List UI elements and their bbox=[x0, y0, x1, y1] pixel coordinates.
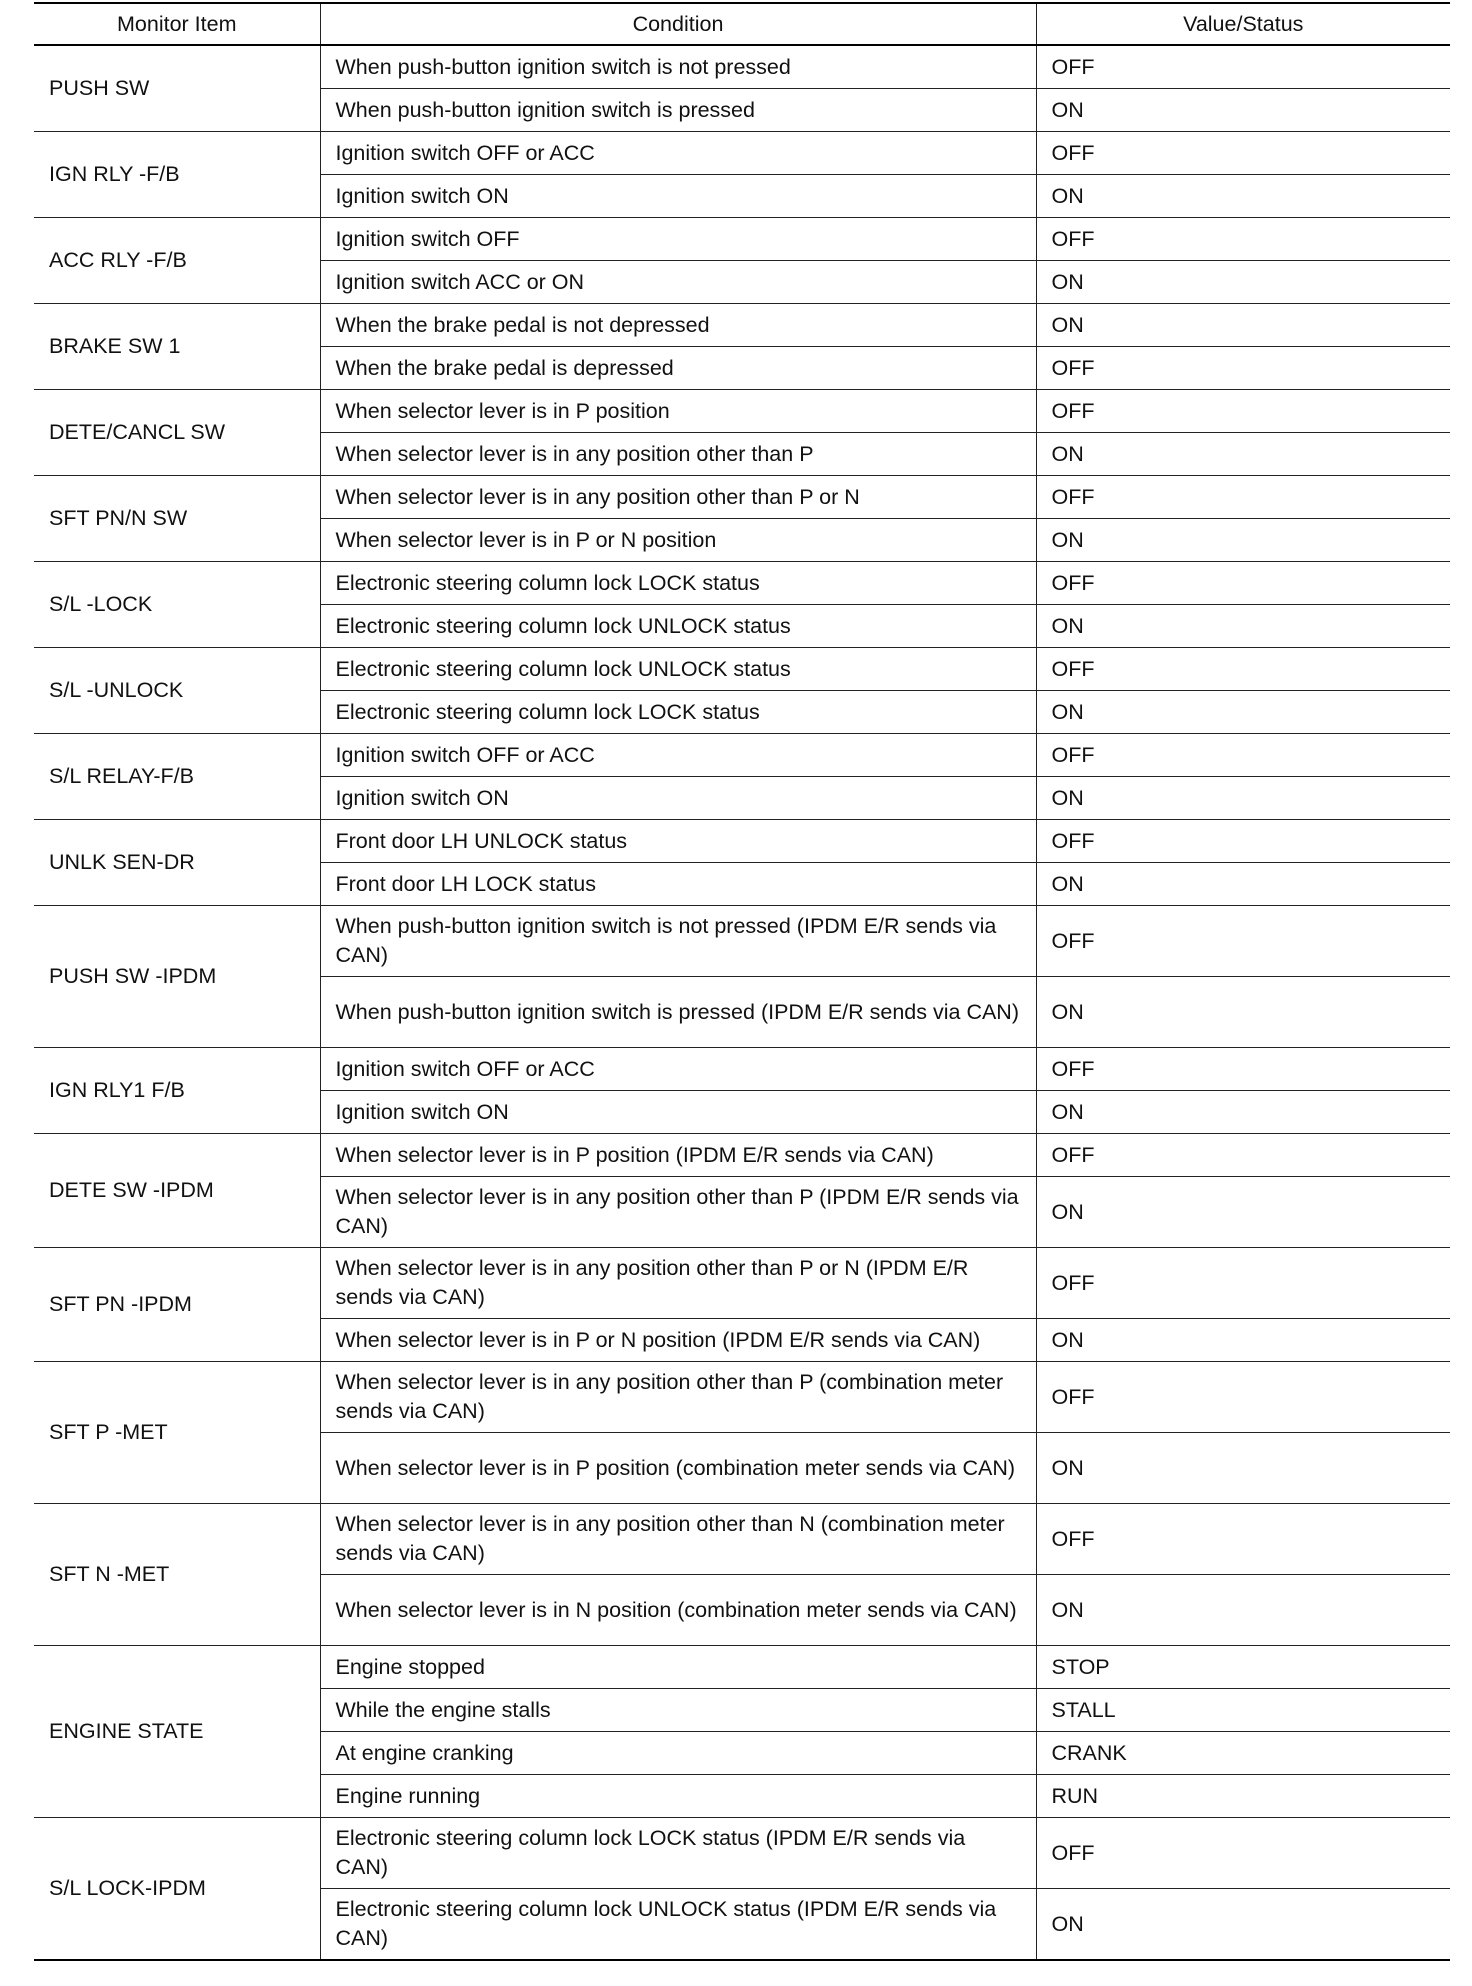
condition-cell: Electronic steering column lock UNLOCK status (IPDM E/R sends via CAN) bbox=[320, 1889, 1036, 1961]
table-row bbox=[34, 648, 1450, 691]
condition-cell: When selector lever is in any position other than P (combination meter sends via CAN) bbox=[320, 1362, 1036, 1433]
value-status-cell: ON bbox=[1036, 1177, 1450, 1248]
condition-cell: When push-button ignition switch is not pressed (IPDM E/R sends via CAN) bbox=[320, 906, 1036, 977]
condition-cell: Electronic steering column lock LOCK status (IPDM E/R sends via CAN) bbox=[320, 1818, 1036, 1889]
value-status-cell: ON bbox=[1036, 777, 1450, 820]
condition-cell: When selector lever is in any position other than P (IPDM E/R sends via CAN) bbox=[320, 1177, 1036, 1248]
condition-cell: When selector lever is in any position other than N (combination meter sends via CAN) bbox=[320, 1504, 1036, 1575]
monitor-item-cell: PUSH SW -IPDM bbox=[34, 906, 320, 1048]
table-row bbox=[34, 562, 1450, 605]
table-row bbox=[34, 734, 1450, 777]
table-row bbox=[34, 1248, 1450, 1319]
monitor-item-cell: DETE SW -IPDM bbox=[34, 1134, 320, 1248]
monitor-item-cell: IGN RLY -F/B bbox=[34, 132, 320, 218]
value-status-cell: ON bbox=[1036, 433, 1450, 476]
value-status-cell: ON bbox=[1036, 1319, 1450, 1362]
value-status-cell: OFF bbox=[1036, 1134, 1450, 1177]
condition-cell: When selector lever is in P position (combination meter sends via CAN) bbox=[320, 1433, 1036, 1504]
table-row bbox=[34, 45, 1450, 89]
value-status-cell: CRANK bbox=[1036, 1732, 1450, 1775]
value-status-cell: ON bbox=[1036, 261, 1450, 304]
condition-cell: When selector lever is in P or N position bbox=[320, 519, 1036, 562]
value-status-cell: RUN bbox=[1036, 1775, 1450, 1818]
monitor-item-table bbox=[34, 2, 1450, 1961]
condition-cell: Ignition switch OFF or ACC bbox=[320, 1048, 1036, 1091]
condition-cell: When selector lever is in any position other than P or N bbox=[320, 476, 1036, 519]
monitor-item-cell: PUSH SW bbox=[34, 45, 320, 132]
condition-cell: When selector lever is in any position other than P bbox=[320, 433, 1036, 476]
condition-cell: Front door LH LOCK status bbox=[320, 863, 1036, 906]
value-status-cell: ON bbox=[1036, 89, 1450, 132]
value-status-cell: OFF bbox=[1036, 390, 1450, 433]
value-status-cell: ON bbox=[1036, 1433, 1450, 1504]
condition-cell: Electronic steering column lock LOCK status bbox=[320, 562, 1036, 605]
condition-cell: Ignition switch OFF bbox=[320, 218, 1036, 261]
value-status-cell: ON bbox=[1036, 1091, 1450, 1134]
condition-cell: When push-button ignition switch is pressed (IPDM E/R sends via CAN) bbox=[320, 977, 1036, 1048]
value-status-cell: OFF bbox=[1036, 906, 1450, 977]
value-status-cell: OFF bbox=[1036, 218, 1450, 261]
monitor-item-cell: BRAKE SW 1 bbox=[34, 304, 320, 390]
condition-cell: When selector lever is in N position (combination meter sends via CAN) bbox=[320, 1575, 1036, 1646]
table-row bbox=[34, 1818, 1450, 1889]
condition-cell: Ignition switch ON bbox=[320, 1091, 1036, 1134]
value-status-cell: ON bbox=[1036, 863, 1450, 906]
value-status-cell: OFF bbox=[1036, 45, 1450, 89]
table-row bbox=[34, 1646, 1450, 1689]
table-row bbox=[34, 1134, 1450, 1177]
table-row bbox=[34, 1504, 1450, 1575]
table-row bbox=[34, 304, 1450, 347]
condition-cell: Engine stopped bbox=[320, 1646, 1036, 1689]
condition-cell: When selector lever is in P position bbox=[320, 390, 1036, 433]
condition-cell: While the engine stalls bbox=[320, 1689, 1036, 1732]
condition-cell: When push-button ignition switch is not pressed bbox=[320, 45, 1036, 89]
table-row bbox=[34, 1048, 1450, 1091]
monitor-item-cell: SFT PN/N SW bbox=[34, 476, 320, 562]
value-status-cell: ON bbox=[1036, 1575, 1450, 1646]
condition-cell: Ignition switch OFF or ACC bbox=[320, 734, 1036, 777]
table-row bbox=[34, 820, 1450, 863]
table-header-row bbox=[34, 3, 1450, 45]
monitor-item-cell: DETE/CANCL SW bbox=[34, 390, 320, 476]
condition-cell: Ignition switch ACC or ON bbox=[320, 261, 1036, 304]
condition-cell: When push-button ignition switch is pressed bbox=[320, 89, 1036, 132]
monitor-item-cell: IGN RLY1 F/B bbox=[34, 1048, 320, 1134]
value-status-cell: OFF bbox=[1036, 1362, 1450, 1433]
monitor-item-cell: S/L -UNLOCK bbox=[34, 648, 320, 734]
value-status-cell: STALL bbox=[1036, 1689, 1450, 1732]
condition-cell: When the brake pedal is not depressed bbox=[320, 304, 1036, 347]
table-row bbox=[34, 906, 1450, 977]
value-status-cell: OFF bbox=[1036, 476, 1450, 519]
header-condition: Condition bbox=[320, 3, 1036, 45]
condition-cell: When the brake pedal is depressed bbox=[320, 347, 1036, 390]
value-status-cell: ON bbox=[1036, 605, 1450, 648]
value-status-cell: ON bbox=[1036, 175, 1450, 218]
monitor-item-cell: S/L LOCK-IPDM bbox=[34, 1818, 320, 1961]
monitor-item-cell: ENGINE STATE bbox=[34, 1646, 320, 1818]
monitor-item-cell: S/L RELAY-F/B bbox=[34, 734, 320, 820]
condition-cell: When selector lever is in any position other than P or N (IPDM E/R sends via CAN) bbox=[320, 1248, 1036, 1319]
table-row bbox=[34, 132, 1450, 175]
table-row bbox=[34, 218, 1450, 261]
value-status-cell: OFF bbox=[1036, 734, 1450, 777]
condition-cell: When selector lever is in P position (IPDM E/R sends via CAN) bbox=[320, 1134, 1036, 1177]
condition-cell: Ignition switch ON bbox=[320, 777, 1036, 820]
value-status-cell: OFF bbox=[1036, 1504, 1450, 1575]
monitor-item-cell: SFT P -MET bbox=[34, 1362, 320, 1504]
value-status-cell: OFF bbox=[1036, 1248, 1450, 1319]
condition-cell: Electronic steering column lock UNLOCK status bbox=[320, 648, 1036, 691]
condition-cell: Electronic steering column lock UNLOCK status bbox=[320, 605, 1036, 648]
table-row bbox=[34, 390, 1450, 433]
table-row bbox=[34, 1362, 1450, 1433]
value-status-cell: ON bbox=[1036, 977, 1450, 1048]
value-status-cell: ON bbox=[1036, 1889, 1450, 1961]
header-value-status: Value/Status bbox=[1036, 3, 1450, 45]
condition-cell: When selector lever is in P or N position (IPDM E/R sends via CAN) bbox=[320, 1319, 1036, 1362]
value-status-cell: ON bbox=[1036, 519, 1450, 562]
condition-cell: Ignition switch OFF or ACC bbox=[320, 132, 1036, 175]
value-status-cell: ON bbox=[1036, 691, 1450, 734]
table-row bbox=[34, 476, 1450, 519]
monitor-item-cell: SFT PN -IPDM bbox=[34, 1248, 320, 1362]
condition-cell: Electronic steering column lock LOCK status bbox=[320, 691, 1036, 734]
condition-cell: At engine cranking bbox=[320, 1732, 1036, 1775]
value-status-cell: OFF bbox=[1036, 1048, 1450, 1091]
table-body bbox=[34, 45, 1450, 1960]
value-status-cell: OFF bbox=[1036, 1818, 1450, 1889]
condition-cell: Front door LH UNLOCK status bbox=[320, 820, 1036, 863]
value-status-cell: STOP bbox=[1036, 1646, 1450, 1689]
condition-cell: Engine running bbox=[320, 1775, 1036, 1818]
value-status-cell: OFF bbox=[1036, 132, 1450, 175]
monitor-item-cell: ACC RLY -F/B bbox=[34, 218, 320, 304]
value-status-cell: ON bbox=[1036, 304, 1450, 347]
monitor-item-cell: SFT N -MET bbox=[34, 1504, 320, 1646]
value-status-cell: OFF bbox=[1036, 562, 1450, 605]
value-status-cell: OFF bbox=[1036, 347, 1450, 390]
header-monitor-item: Monitor Item bbox=[34, 3, 320, 45]
monitor-item-cell: UNLK SEN-DR bbox=[34, 820, 320, 906]
value-status-cell: OFF bbox=[1036, 648, 1450, 691]
condition-cell: Ignition switch ON bbox=[320, 175, 1036, 218]
value-status-cell: OFF bbox=[1036, 820, 1450, 863]
monitor-item-cell: S/L -LOCK bbox=[34, 562, 320, 648]
